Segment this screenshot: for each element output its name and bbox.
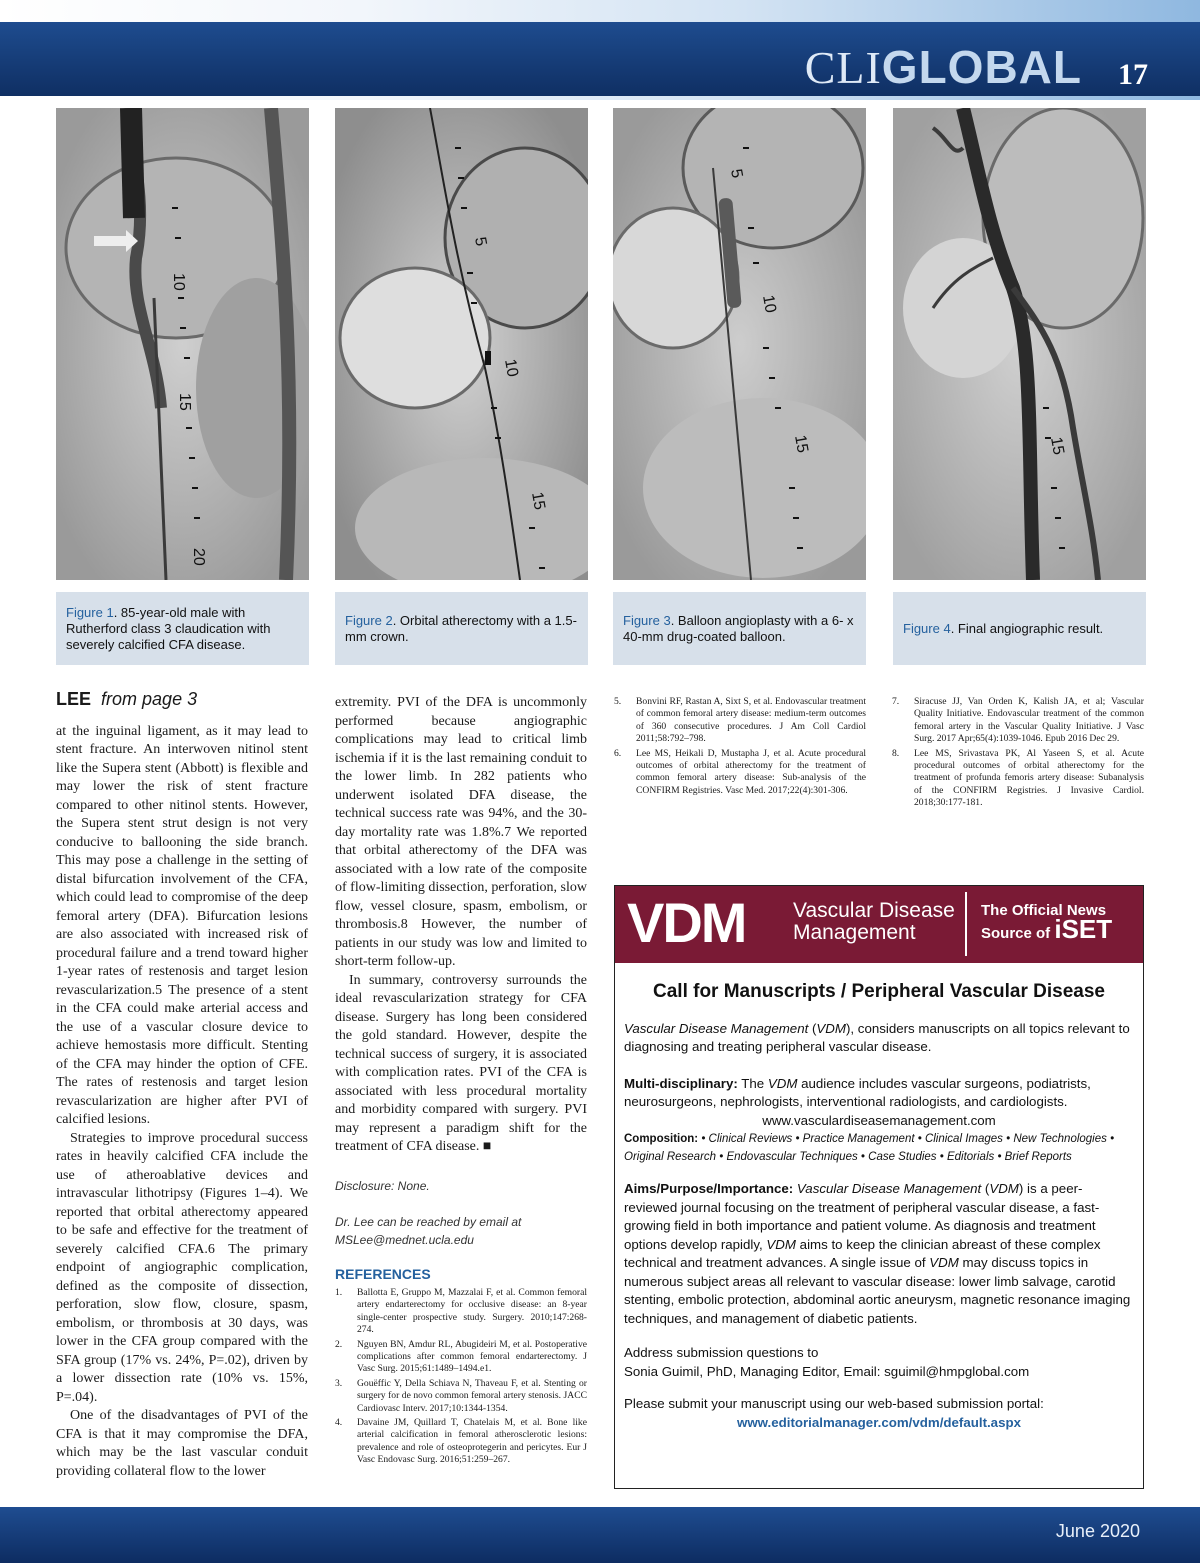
banner-divider (965, 892, 967, 956)
fig2-marker-5: 5 (471, 235, 490, 248)
paragraph: One of the disadvantages of PVI of the CFA is that it may compromise the DFA, which may be the last vascular conduit providing collateral flow to the lower (56, 1408, 308, 1479)
references-column-3 (614, 696, 866, 799)
figure-2-image (335, 108, 588, 580)
figure-1-caption: Figure 1. 85-year-old male with Rutherford class 3 claudication with severely calcified CFA disease. (56, 592, 309, 665)
reference-item (892, 696, 1144, 746)
fig1-marker-20: 20 (190, 548, 207, 566)
paragraph: at the inguinal ligament, as it may lead to stent fracture. An interwoven nitinol stent like the Supera stent (Abbott) is flexible and may lower the risk of stent fracture compared to other nitinol stents. However, the Supera stent strut design is not very conducive to ballooning the side branch. This may pose a challenge in the setting of distal bifurcation involvement of the CFA, which could lead to compromise of the deep femoral artery (DFA). Bifurcation lesions are also associated with increased risk of procedural failure and a trend toward higher 1-year rates of restenosis and target lesion revascularization.5 The presence of a stent in the CFA could make arterial access and the use of a vascular closure device to achieve hemostasis more difficult. Stenting of the CFA may hinder the option of CFE. The rates of restenosis and target lesion revascularization are higher after PVI of calcified lesions. (56, 723, 308, 1127)
vdm-journal-name: Vascular Disease Management (793, 899, 955, 944)
figure-2-caption: Figure 2. Orbital atherectomy with a 1.5-mm crown. (335, 592, 588, 665)
ad-aims: Aims/Purpose/Importance: Vascular Disease Management (VDM) is a peer-reviewed journal focusing on the treatment of peripheral vascular disease, a fast-growing field in both importance and patient volume. As diagnosis and treatment options develop rapidly, VDM aims to keep the clinician abreast of these complex technical and treatment advances. A single issue of VDM may discuss topics in numerous subject areas all relevant to vascular disease: lower limb salvage, carotid stenting, embolic protection, abdominal aortic aneurysm, magnetic resonance imaging techniques, and management of diabetic patients. (624, 1181, 1131, 1326)
fig2-marker-15: 15 (528, 490, 548, 512)
fig1-marker-10: 10 (170, 273, 187, 291)
reference-item (335, 1378, 587, 1415)
paragraph: Strategies to improve procedural success rates in heavily calcified CFA include the use of atheroablative devices and intravascular lithotripsy (Figures 1–4). We reported that orbital atherectomy appeared to be safe and effective for the treatment of severely calcified CFA.6 The primary endpoint of angiographic complication, defined as the composite of dissection, perforation, slow flow, closure, spasm, embolism, or thrombosis at 30 days, was lower in the CFA group compared with the SFA group (17% vs. 24%, P=.02), driven by a lower dissection rate (10% vs. 15%, P=.04). (56, 1130, 308, 1405)
reference-number: 3. (335, 1377, 343, 1389)
reference-text: Lee MS, Srivastava PK, Al Yaseen S, et al. Acute procedural outcomes of orbital atherectomy for the treatment of profunda femoris artery disease: Subanalysis of the CONFIRM Registries. J Invasive Cardiol. 2018;30:177-181. (914, 747, 1144, 809)
ad-website-link[interactable]: www.vasculardiseasemanagement.com (762, 1112, 996, 1128)
reference-text: Davaine JM, Quillard T, Chatelais M, et al. Bone like arterial calcification in femoral atherosclerotic lesions: prevalence and role of osteoprotegerin and pericytes. Eur J Vasc Endovasc Surg. 2016;51:259–267. (357, 1417, 587, 1466)
ad-title: Call for Manuscripts / Peripheral Vascular Disease (653, 981, 1105, 1002)
reference-text: Lee MS, Heikali D, Mustapha J, et al. Acute procedural outcomes of orbital atherectomy for the treatment of common femoral artery disease: Sub-analysis of the CONFIRM Registries. Vasc Med. 2017;22(4):301-306. (636, 747, 866, 796)
figure-1-image (56, 108, 309, 580)
fig1-marker-15: 15 (176, 393, 193, 411)
references-list (614, 696, 866, 797)
reference-item (614, 696, 866, 746)
official-source: The Official News Source of iSET (981, 902, 1113, 944)
issue-date: June 2020 (1055, 1521, 1140, 1541)
reference-item (614, 748, 866, 798)
fig4-marker-15: 15 (1047, 435, 1067, 457)
iset-logo: iSET (1054, 914, 1113, 944)
reference-number: 6. (614, 747, 622, 759)
reference-number: 7. (892, 696, 900, 707)
reference-number: 1. (335, 1287, 343, 1298)
article-column-1 (56, 690, 308, 1481)
vdm-advertisement (614, 885, 1144, 1489)
page-footer (0, 1507, 1200, 1563)
reference-item (892, 748, 1144, 810)
ad-composition: Composition: • Clinical Reviews • Practice Management • Clinical Images • New Technologies • Original Research • Endovascular Techniques • Case Studies • Editorials • Brief Reports (624, 1133, 1115, 1163)
ad-portal-text: Please submit your manuscript using our web-based submission portal: (624, 1396, 1044, 1411)
ad-intro: Vascular Disease Management (VDM), considers manuscripts on all topics relevant to diagnosing and treating peripheral vascular disease. (624, 1020, 1130, 1054)
disclosure: Disclosure: None. (335, 1178, 430, 1193)
references-list (892, 696, 1144, 810)
fig3-marker-5: 5 (727, 167, 746, 180)
vdm-banner (615, 886, 1143, 963)
fig3-marker-15: 15 (791, 433, 811, 455)
paragraph: extremity. PVI of the DFA is uncommonly performed because angiographic complications may lead to critical limb ischemia if it is the last remaining conduit to the lower limb. In 282 patients who underwent isolated DFA disease, the technical success rate was 94%, and the 30-day mortality rate was 1.8%.7 We reported that orbital atherectomy of the DFA was associated with a low rate of the composite of flow-limiting dissection, perforation, slow flow, vessel closure, spasm, embolism, or thrombosis.8 However, the number of patients in our study was low and limited to short-term follow-up. (335, 695, 587, 969)
paragraph: In summary, controversy surrounds the ideal revascularization strategy for CFA disease. Surgery has long been considered the gold standard. However, despite the technical success of surgery, it is associated with complication rates. PVI of the CFA is associated with less procedural mortality and morbidity compared with surgery. PVI may represent a paradigm shift for the treatment of CFA disease. ■ (335, 972, 587, 1154)
ad-multidisciplinary: Multi-disciplinary: The VDM audience includes vascular surgeons, podiatrists, neurosurgeons, nephrologists, interventional radiologists, and cardiologists. (624, 1075, 1091, 1109)
reference-text: Nguyen BN, Amdur RL, Abugideiri M, et al. Postoperative complications after common femoral endarterectomy. J Vasc Surg. 2015;61:1489–1494.e1. (357, 1338, 587, 1375)
fig2-marker-10: 10 (501, 357, 521, 379)
references-list (335, 1287, 587, 1467)
ad-portal-link[interactable]: www.editorialmanager.com/vdm/default.aspx (737, 1414, 1021, 1430)
reference-item (335, 1339, 587, 1376)
fig3-marker-10: 10 (759, 293, 779, 315)
contact-email[interactable]: Dr. Lee can be reached by email at MSLee@mednet.ucla.edu (335, 1214, 522, 1247)
figure-3-image (613, 108, 866, 580)
continued-header: LEE from page 3 (56, 689, 198, 709)
reference-text: Bonvini RF, Rastan A, Sixt S, et al. Endovascular treatment of common femoral artery disease: medium-term outcomes of 360 consecutive procedures. J Am Coll Cardiol 2011;58:792–798. (636, 696, 866, 745)
reference-number: 4. (335, 1417, 343, 1429)
page-header (0, 0, 1200, 100)
figure-4-image (893, 108, 1146, 580)
ad-address: Address submission questions to Sonia Guimil, PhD, Managing Editor, Email: sguimil@hmpglobal.com (624, 1345, 1030, 1379)
reference-number: 5. (614, 696, 622, 707)
figure-4-caption: Figure 4. Final angiographic result. (893, 592, 1146, 665)
references-column-4 (892, 696, 1144, 812)
reference-text: Ballotta E, Gruppo M, Mazzalai F, et al. Common femoral artery endarterectomy for occlusive disease: an 8-year single-center prospective study. Surgery. 2010;147:268-274. (357, 1287, 587, 1336)
reference-text: Siracuse JJ, Van Orden K, Kalish JA, et al; Vascular Quality Initiative. Endovascular treatment of the common femoral artery in the Vascular Quality Initiative. J Vasc Surg. 2017 Apr;65(4):1039-1046. Epub 2016 Dec 29. (914, 696, 1144, 745)
reference-number: 2. (335, 1338, 343, 1350)
cli-global-logo: CLIGLOBAL (804, 41, 1082, 93)
reference-item (335, 1287, 587, 1337)
vdm-logo: VDM (627, 891, 746, 954)
reference-item (335, 1417, 587, 1467)
reference-number: 8. (892, 747, 900, 759)
reference-text: Gouëffic Y, Della Schiava N, Thaveau F, et al. Stenting or surgery for de novo common femoral artery stenosis. JACC Cardiovasc Interv. 2017;10:1344-1354. (357, 1377, 587, 1414)
article-column-2 (335, 694, 587, 1469)
references-heading: REFERENCES (335, 1265, 431, 1282)
figure-3-caption: Figure 3. Balloon angioplasty with a 6- x 40-mm drug-coated balloon. (613, 592, 866, 665)
page-number: 17 (1118, 58, 1148, 91)
